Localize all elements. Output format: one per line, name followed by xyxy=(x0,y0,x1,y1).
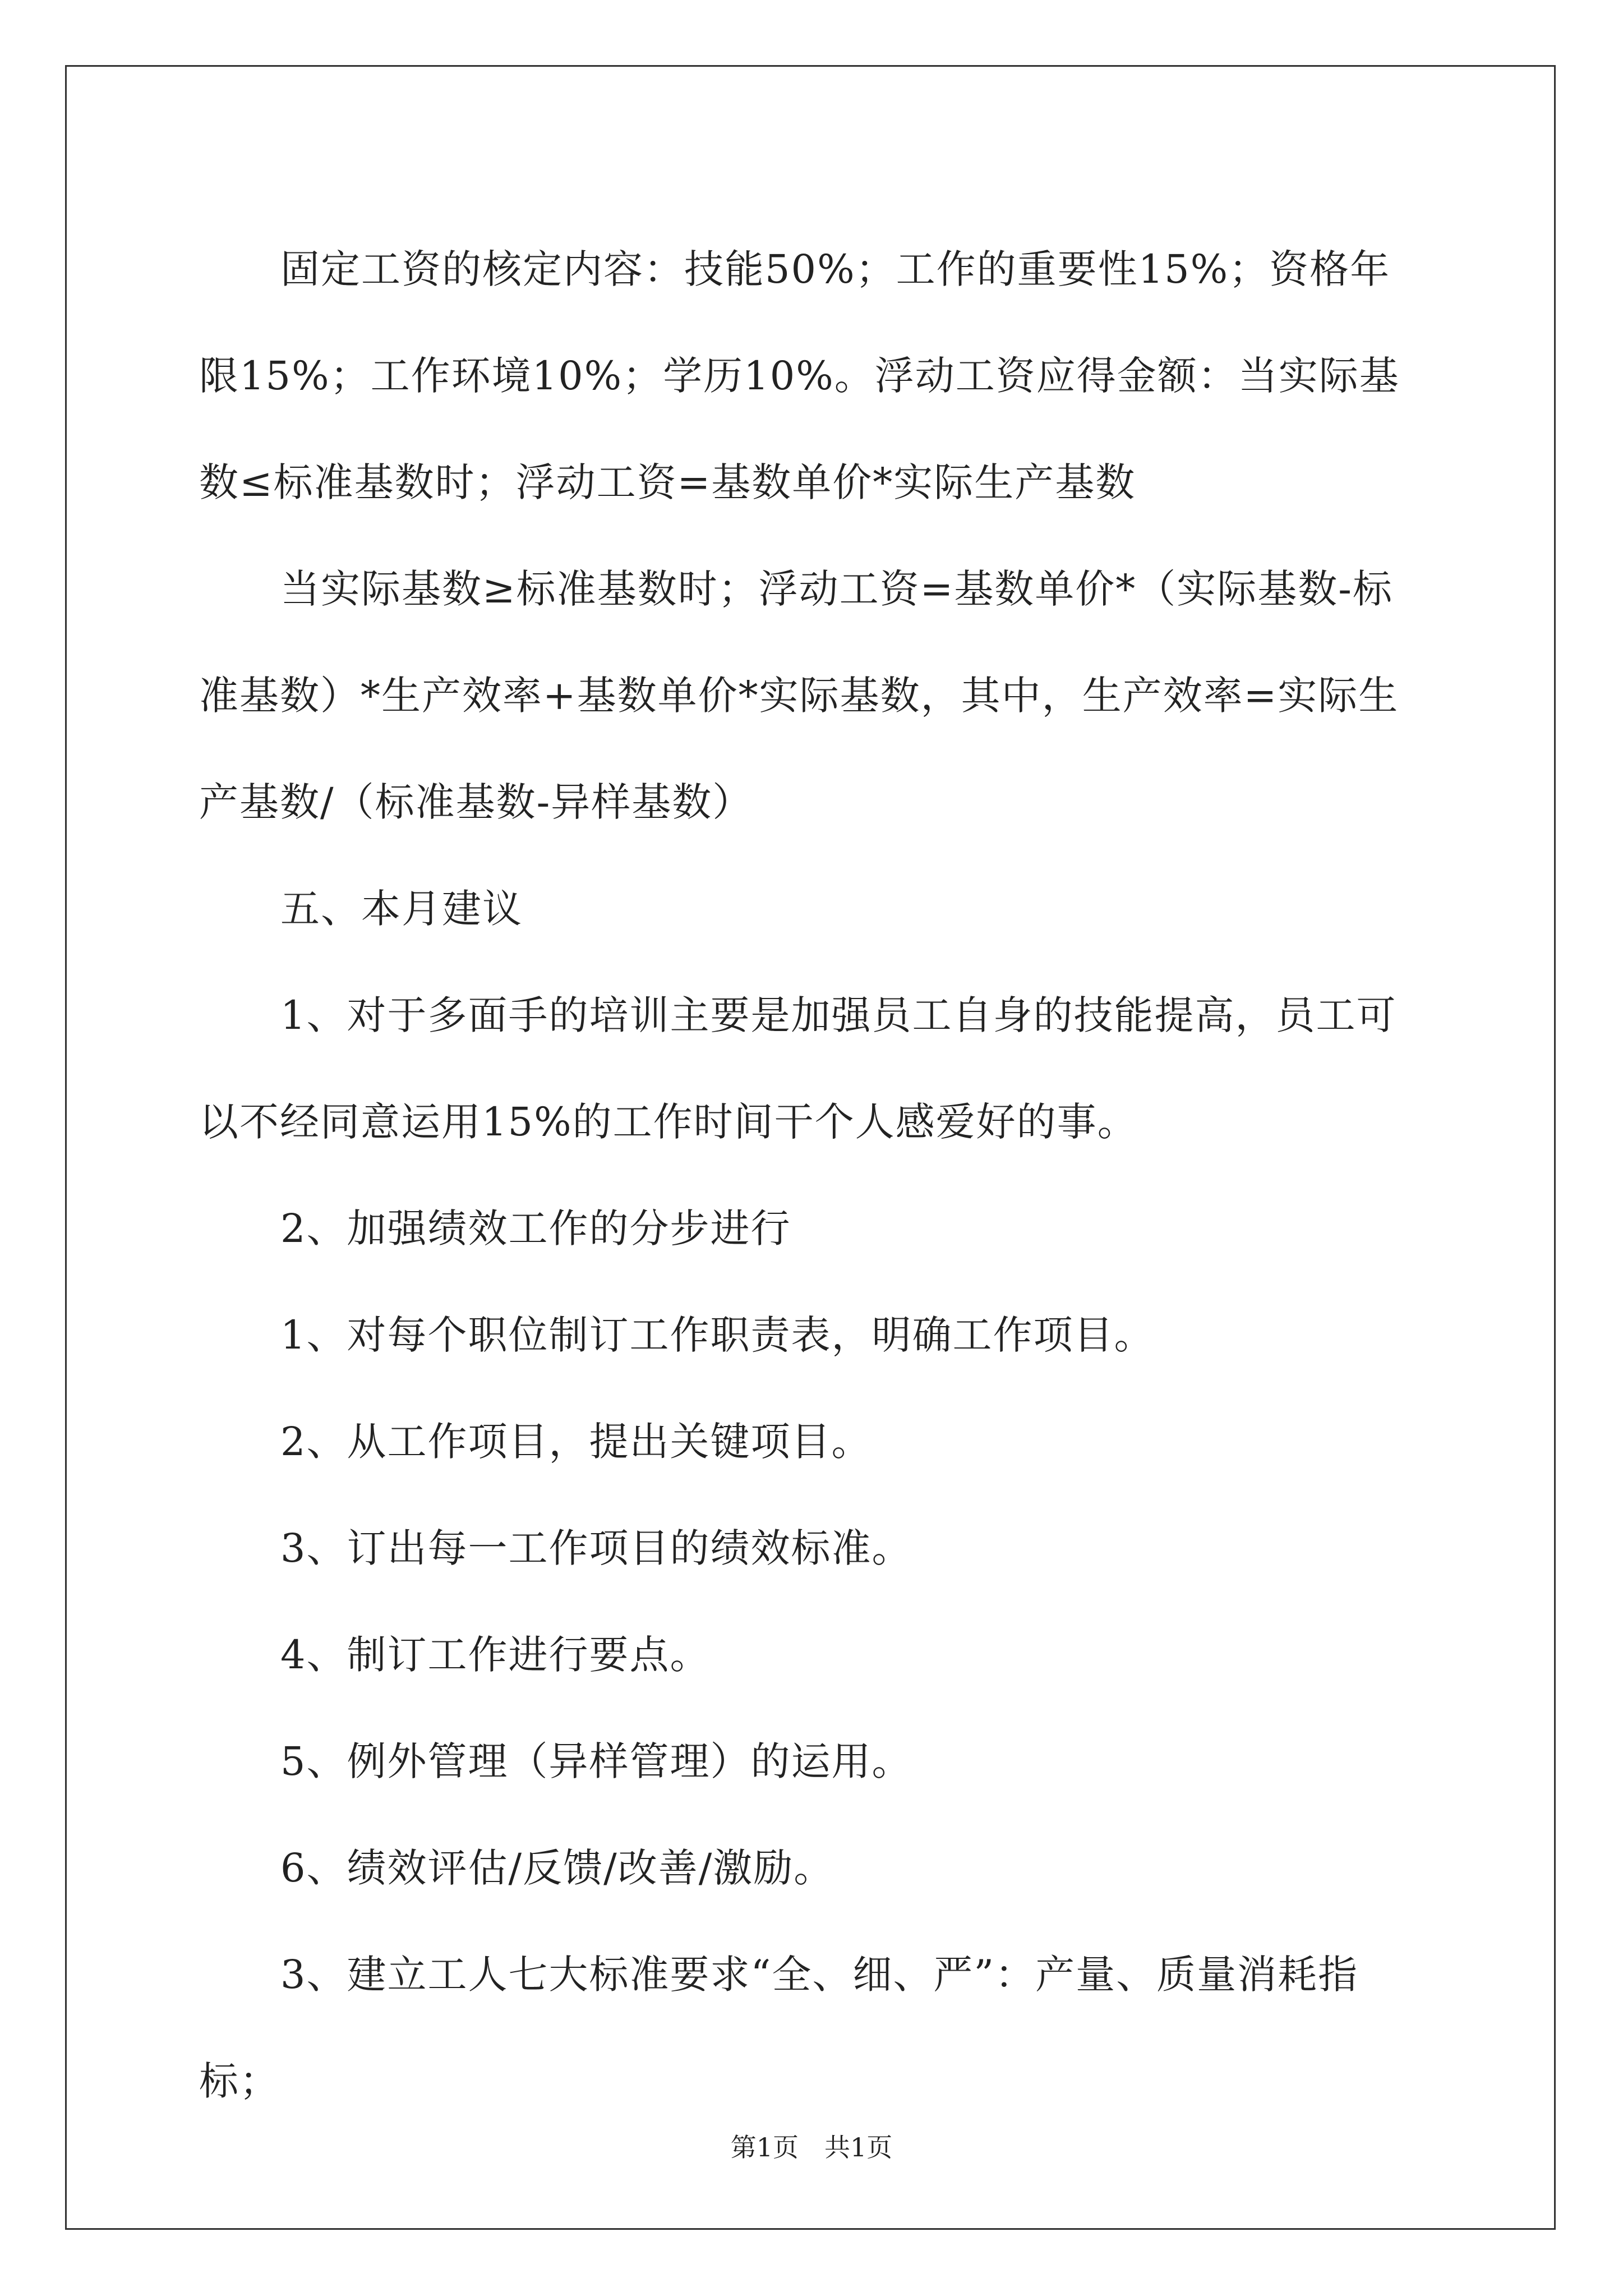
paragraph-standards: 3、建立工人七大标准要求“全、细、严”：产量、质量消耗指标； xyxy=(199,1952,1359,2104)
list-item-2: 2、从工作项目，提出关键项目。 xyxy=(280,1419,872,1465)
document-body xyxy=(199,216,1430,2134)
list-item-3: 3、订出每一工作项目的绩效标准。 xyxy=(280,1525,912,1571)
paragraph-performance: 2、加强绩效工作的分步进行 xyxy=(280,1205,791,1251)
section-heading-suggestions: 五、本月建议 xyxy=(280,886,523,932)
paragraph-floating-wage: 当实际基数≥标准基数时；浮动工资=基数单价*（实际基数-标准基数）*生产效率+基数单价*实际基数，其中，生产效率=实际生产基数/（标准基数-异样基数） xyxy=(199,566,1399,825)
list-item-6: 6、绩效评估/反馈/改善/激励。 xyxy=(280,1845,834,1891)
page-footer: 第1页 共1页 xyxy=(730,2132,893,2162)
list-item-4: 4、制订工作进行要点。 xyxy=(280,1632,711,1678)
list-item-1: 1、对每个职位制订工作职责表，明确工作项目。 xyxy=(280,1312,1155,1358)
list-item-5: 5、例外管理（异样管理）的运用。 xyxy=(280,1738,912,1784)
paragraph-training: 1、对于多面手的培训主要是加强员工自身的技能提高，员工可以不经同意运用15%的工作时间干个人感爱好的事。 xyxy=(199,992,1397,1145)
paragraph-fixed-wage: 固定工资的核定内容：技能50%；工作的重要性15%；资格年限15%；工作环境10%；学历10%。浮动工资应得金额：当实际基数≤标准基数时；浮动工资=基数单价*实际生产基数 xyxy=(199,246,1400,505)
